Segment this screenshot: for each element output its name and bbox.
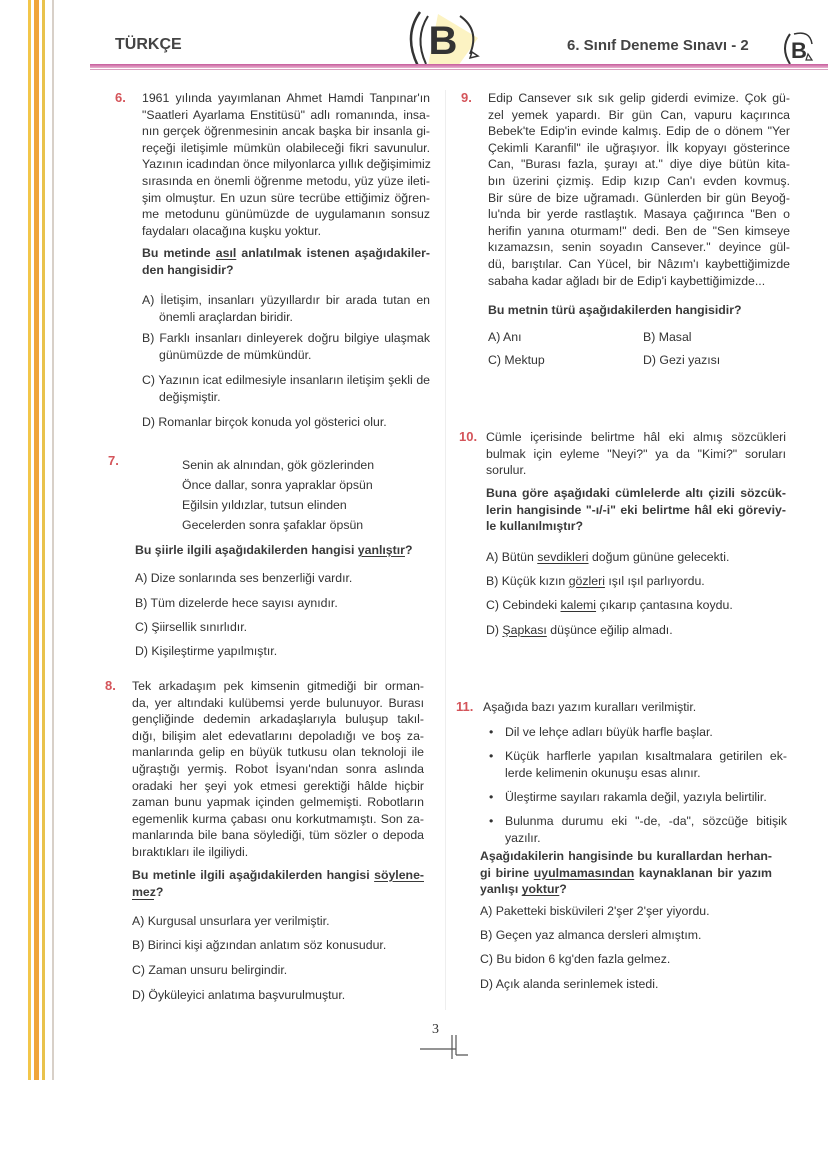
text-line: günümüzde de mümkündür. <box>159 347 312 362</box>
text-line: Can, "Burası fazla, şurayı at." diye diye bütün kita- <box>488 157 790 172</box>
text-line: Üleştirme sayıları rakamla değil, yazıyla belirtilir. <box>505 790 767 804</box>
text-line: Bulunma durumu eki "-de, -da", sözcüğe bitişik <box>505 814 787 828</box>
exam-title: 6. Sınıf Deneme Sınavı - 2 <box>567 37 749 54</box>
text-line: A) Bütün sevdikleri doğum gününe gelecekti. <box>486 550 730 564</box>
text-line: lu'nda bir yerde rastlaştık. Masaya çağırınca "Ben o <box>488 207 790 222</box>
q8-question <box>132 867 424 900</box>
underlined-word: uyulmamasından <box>533 865 635 880</box>
text-line: bıraktıkları ile ilgiliydi. <box>132 844 249 859</box>
q10-option-d[interactable] <box>486 622 673 639</box>
text-line: D) Şapkası düşünce eğilip almadı. <box>486 623 673 637</box>
q10-option-b[interactable] <box>486 573 705 590</box>
text-line: le kullanılmıştır? <box>486 519 584 534</box>
margin-stripe <box>34 0 39 1080</box>
subject-title: TÜRKÇE <box>115 36 182 53</box>
q7-option-a[interactable] <box>135 570 352 587</box>
text-line: sırasında en önemli öğrenme metodu, yüz yüze ileti- <box>142 173 430 188</box>
text-line: mez? <box>132 884 164 899</box>
margin-stripe <box>42 0 45 1080</box>
page-number: 3 <box>432 1022 439 1037</box>
q11-option-d[interactable] <box>480 976 658 993</box>
q8-option-b[interactable] <box>132 937 386 954</box>
question-number: 7. <box>108 453 119 468</box>
underlined-word: asıl <box>215 246 237 260</box>
q8-option-c[interactable] <box>132 962 287 979</box>
q7-option-b[interactable] <box>135 595 338 612</box>
text-line: A) İletişim, insanları yüzyıllardır bir arada tutan en <box>142 293 430 307</box>
text-line: Bu şiirle ilgili aşağıdakilerden hangisi yanlıştır? <box>135 543 413 557</box>
margin-stripe <box>28 0 31 1080</box>
text-line: şim olmuştur. En uzun süre tecrübe ettiğimiz öğren- <box>142 190 430 205</box>
q7-question <box>135 542 435 559</box>
q7-option-d[interactable] <box>135 643 277 660</box>
q7-option-c[interactable] <box>135 619 247 636</box>
q10-passage <box>486 429 786 479</box>
rule-bullet <box>489 789 787 806</box>
text-line: Yazının icadından önce milyonlarca yıllık değişimimiz <box>142 157 431 172</box>
text-line: sabaha kadar ağladı bir de Edip'i kaybettiğimizde... <box>488 273 766 288</box>
poem-line: Senin ak alnından, gök gözlerinden <box>182 458 375 472</box>
underlined-word: gözleri <box>568 574 605 588</box>
text-line: B) Masal <box>643 330 692 344</box>
text-line: D) Kişileştirme yapılmıştır. <box>135 644 278 658</box>
question-number: 8. <box>105 678 116 693</box>
underlined-word: yanlıştır <box>357 543 405 557</box>
text-line: gençliğinde dedemin arkadaşlarıyla buluşup takıl- <box>132 712 424 727</box>
text-line: D) Romanlar birçok konuda yol gösterici olur. <box>142 415 387 429</box>
text-line: gi birine uyulmamasından kaynaklanan bir yazım <box>480 865 772 880</box>
text-line: bın üzerini çizmiş. Edip kızıp Can'ı evden kovmuş. <box>488 173 790 188</box>
text-line: D) Açık alanda serinlemek istedi. <box>480 977 659 991</box>
q6-option-b[interactable] <box>142 330 430 363</box>
q9-option-a[interactable] <box>488 329 522 346</box>
q10-question <box>486 485 786 535</box>
q9-option-b[interactable] <box>643 329 692 346</box>
text-line: egemenlik kurma çabası onu korkutmamıştı. Son za- <box>132 811 424 826</box>
text-line: C) Mektup <box>488 353 545 367</box>
question-number: 9. <box>461 90 472 105</box>
text-line: zaman bunu yapmak içinden gelmemişti. Robotların <box>132 795 424 810</box>
header-rule <box>90 69 828 70</box>
q10-option-a[interactable] <box>486 549 729 566</box>
text-line: da, yer altındaki kulübemsi yerde bulunuyor. Burası <box>132 695 424 710</box>
q11-option-a[interactable] <box>480 903 710 920</box>
text-line: herifin yanına oturmam!" dedi. Ben de "Sen kimseye <box>488 223 790 238</box>
text-line: nın gerçek öğrenmesinin ancak başka bir insanla gi- <box>142 124 430 139</box>
text-line: Çekimli Karanfil" ile uğraşıyor. İlk kopyayı gösterince <box>488 140 790 155</box>
text-line: lerde kelimenin okunuşu esas alınır. <box>505 765 701 780</box>
text-line: B) Farklı insanları dinleyerek doğru bilgiye ulaşmak <box>142 331 430 345</box>
poem-line: Gecelerden sonra şafaklar öpsün <box>182 518 364 532</box>
text-line: D) Öyküleyici anlatıma başvurulmuştur. <box>132 988 346 1002</box>
text-line: reçeği iletişimle mümkün olabileceği fikri savunulur. <box>142 140 430 155</box>
bullet-icon: • <box>489 749 494 763</box>
question-number: 11. <box>456 699 474 714</box>
text-line: lerin hangisinde "-ı/-i" eki belirtme hâl eki göreviy- <box>486 502 786 517</box>
q8-option-d[interactable] <box>132 987 345 1004</box>
header-rule <box>90 64 828 68</box>
q9-question <box>488 302 790 319</box>
underlined-word: sevdikleri <box>537 550 589 564</box>
text-line: kızamazsın, senin soyadın Cansever." deyince gül- <box>488 240 790 255</box>
q10-option-c[interactable] <box>486 597 733 614</box>
text-line: C) Yazının icat edilmesiyle insanların iletişim şekli de <box>142 373 430 387</box>
text-line: Cümle içerisinde belirtme hâl eki almış sözcükleri <box>486 430 786 444</box>
text-line: B) Tüm dizelerde hece sayısı aynıdır. <box>135 596 338 610</box>
q11-question <box>480 848 772 898</box>
booklet-b-small-logo <box>780 28 816 68</box>
q6-option-a[interactable] <box>142 292 430 325</box>
text-line: Buna göre aşağıdaki cümlelerde altı çizili sözcük- <box>486 486 786 500</box>
text-line: C) Bu bidon 6 kg'den fazla gelmez. <box>480 952 671 966</box>
text-line: bulmak için eyleme "Neyi?" ya da "Kimi?" soruları <box>486 446 786 461</box>
text-line: Tek arkadaşım pek kimsenin gitmediği bir orman- <box>132 679 424 693</box>
text-line: yanlışı yoktur? <box>480 882 567 897</box>
question-number: 10. <box>459 429 478 444</box>
rule-bullet <box>489 724 787 741</box>
q9-option-d[interactable] <box>643 352 720 369</box>
underlined-word: kalemi <box>560 598 597 612</box>
text-line: Edip Cansever sık sık gelip giderdi evimize. Çok gü- <box>488 91 790 105</box>
text-line: C) Zaman unsuru belirgindir. <box>132 963 288 977</box>
booklet-letter: B <box>428 19 458 63</box>
text-line: Bu metnin türü aşağıdakilerden hangisidir? <box>488 303 742 317</box>
text-line: dığı, bilişim alet edevatlarını depoladığı ve boş za- <box>132 728 424 743</box>
booklet-b-logo <box>398 8 488 66</box>
text-line: Bu metinde asıl anlatılmak istenen aşağıdakiler- <box>142 246 430 260</box>
page-number-mark <box>420 1035 468 1059</box>
text-line: zel yemek yapardı. Bir gün Can, vapuru kaçırınca <box>488 107 790 122</box>
text-line: A) Kurgusal unsurlara yer verilmiştir. <box>132 914 330 928</box>
text-line: A) Paketteki bisküvileri 2'şer 2'şer yiyordu. <box>480 904 710 918</box>
column-divider <box>445 90 446 1010</box>
q9-passage <box>488 90 790 289</box>
q11-intro: Aşağıda bazı yazım kuralları verilmiştir. <box>483 700 697 714</box>
text-line: 1961 yılında yayımlanan Ahmet Hamdi Tanpınar'ın <box>142 91 430 105</box>
text-line: Bu metinle ilgili aşağıdakilerden hangisi söylene- <box>132 868 424 882</box>
text-line: Bebek'te Edip'in evinde kalmış. Edip de o dönem "Yer <box>488 124 790 139</box>
q6-option-c[interactable] <box>142 372 430 405</box>
rule-bullet <box>489 748 787 781</box>
underlined-word: yoktur <box>521 882 560 897</box>
q6-question <box>142 245 430 278</box>
text-line: "Saatleri Ayarlama Enstitüsü" adlı romanında, insa- <box>142 107 430 122</box>
text-line: den hangisidir? <box>142 262 234 277</box>
q6-option-d[interactable] <box>142 414 430 431</box>
underlined-word: Şapkası <box>502 623 547 637</box>
bullet-icon: • <box>489 725 494 739</box>
text-line: faydaları olacağına kuşku yoktur. <box>142 223 322 238</box>
q8-option-a[interactable] <box>132 913 330 930</box>
poem-line: Önce dallar, sonra yapraklar öpsün <box>182 478 373 492</box>
margin-stripe <box>52 0 54 1080</box>
text-line: manlarında bile bana söylediği, tüm sözler o depoda <box>132 828 424 843</box>
text-line: önemli araçlardan biridir. <box>159 309 293 324</box>
q9-option-c[interactable] <box>488 352 545 369</box>
text-line: A) Anı <box>488 330 522 344</box>
text-line: D) Gezi yazısı <box>643 353 721 367</box>
bullet-icon: • <box>489 790 494 804</box>
bullet-icon: • <box>489 814 494 828</box>
text-line: B) Birinci kişi ağzından anlatım söz konusudur. <box>132 938 387 952</box>
text-line: yazılır. <box>505 830 541 845</box>
text-line: oradaki her şeyi yok etmesi gerektiği hâlde hiçbir <box>132 778 424 793</box>
text-line: Dil ve lehçe adları büyük harfle başlar. <box>505 725 713 739</box>
q11-option-b[interactable] <box>480 927 701 944</box>
rule-bullet <box>489 813 787 846</box>
text-line: manlarında gelip en büyük tutkusu olan teknoloji ile <box>132 745 424 760</box>
q6-passage <box>142 90 430 239</box>
text-line: dü, barıştılar. Can Yücel, bir Nâzım'ı kaybettiğimizde <box>488 256 790 271</box>
text-line: değişmiştir. <box>159 389 221 404</box>
text-line: A) Dize sonlarında ses benzerliği vardır. <box>135 571 353 585</box>
text-line: me metodunu günümüzde de uygulamanın sonsuz <box>142 207 430 222</box>
poem-line: Eğilsin yıldızlar, tutsun elinden <box>182 498 347 512</box>
text-line: uğraştığı yermiş. Robot İsyanı'ndan sonra aslında <box>132 761 424 776</box>
q8-passage <box>132 678 424 861</box>
text-line: Aşağıdakilerin hangisinde bu kurallardan herhan- <box>480 849 772 863</box>
question-number: 6. <box>115 90 126 105</box>
text-line: B) Küçük kızın gözleri ışıl ışıl parlıyordu. <box>486 574 705 588</box>
text-line: B) Geçen yaz almanca dersleri almıştım. <box>480 928 702 942</box>
text-line: Küçük harflerle yapılan kısaltmalara getirilen ek- <box>505 749 787 763</box>
underlined-word: söylene- <box>374 868 424 882</box>
q11-option-c[interactable] <box>480 951 670 968</box>
text-line: sorulur. <box>486 463 527 478</box>
text-line: C) Cebindeki kalemi çıkarıp çantasına koydu. <box>486 598 733 612</box>
booklet-letter: B <box>791 38 807 63</box>
text-line: C) Şiirsellik sınırlıdır. <box>135 620 248 634</box>
text-line: Bir süre de bize uğramadı. Günlerden bir gün Beyoğ- <box>488 190 790 205</box>
